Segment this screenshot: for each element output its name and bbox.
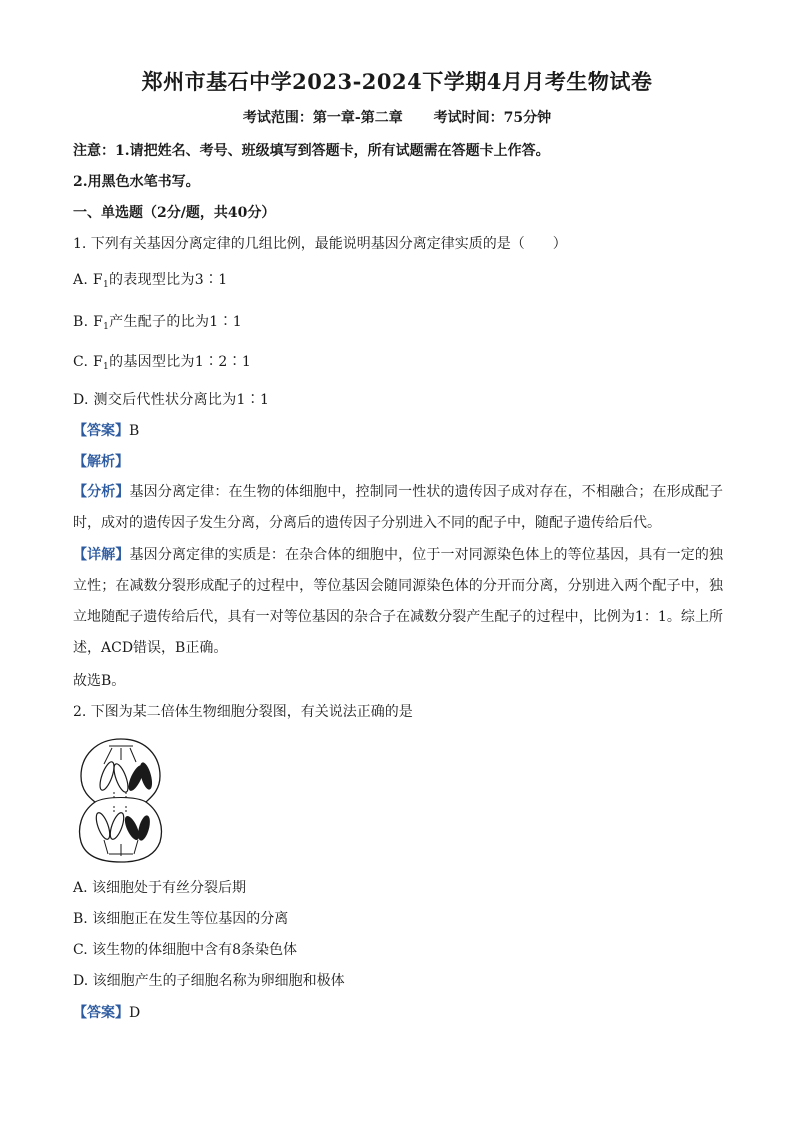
notice-1: 注意：1.请把姓名、考号、班级填写到答题卡，所有试题需在答题卡上作答。: [73, 143, 550, 159]
fenxi-tag: 【分析】: [73, 484, 130, 500]
q1-option-c-sub: 1: [103, 362, 110, 372]
q1-option-d: D. 测交后代性状分离比为1∶1: [73, 392, 270, 408]
q1-conclusion: 故选B。: [73, 673, 126, 689]
q1-option-a: [73, 270, 723, 295]
section-heading: 一、单选题（2分/题，共40分）: [73, 205, 276, 221]
q1-option-a-sub: 1: [102, 280, 109, 290]
answer-value: D: [129, 1005, 141, 1021]
chromosome-white-bottom-2: [108, 811, 127, 841]
q2-option-c: C. 该生物的体细胞中含有8条染色体: [73, 942, 298, 958]
q2-stem: 2. 下图为某二倍体生物细胞分裂图，有关说法正确的是: [73, 704, 413, 720]
exam-info: [0, 107, 794, 127]
exam-time: 考试时间：75分钟: [433, 110, 552, 126]
chromosome-white-bottom: [94, 811, 113, 841]
notice-2: 2.用黑色水笔书写。: [73, 174, 200, 190]
q1-option-c-prefix: C. F: [73, 354, 104, 370]
q2-option-d: D. 该细胞产生的子细胞名称为卵细胞和极体: [73, 973, 345, 989]
page-title: 郑州市基石中学2023-2024下学期4月月考生物试卷: [141, 69, 653, 94]
chromosome-white-top-2: [111, 762, 131, 794]
chromosome-white-top: [97, 760, 117, 792]
exam-scope: 考试范围：第一章-第二章: [242, 110, 403, 126]
q1-option-c: [73, 352, 723, 377]
q1-option-c-text: 的基因型比为1∶2∶1: [109, 354, 252, 370]
q1-option-b-sub: 1: [103, 322, 110, 332]
q1-analysis-heading: [73, 452, 723, 472]
xiangjie-text: 基因分离定律的实质是：在杂合体的细胞中，位于一对同源染色体上的等位基因，具有一定的独立性；在减数分裂形成配子的过程中，等位基因会随同源染色体的分开而分离，分别进入两个配子中，独立地随配子遗传给后代，具有一对等位基因的杂合子在减数分裂产生配子的过程中，比例为1：1。综上所述，ACD错误，B正确。: [73, 547, 724, 656]
q1-stem: 1. 下列有关基因分离定律的几组比例，最能说明基因分离定律实质的是（ ）: [73, 236, 567, 252]
q1-option-a-text: 的表现型比为3∶1: [108, 272, 228, 288]
analysis-tag: 【解析】: [73, 454, 129, 470]
q1-option-a-prefix: A. F: [73, 272, 103, 288]
q1-answer: [73, 421, 723, 441]
q1-fenxi: [73, 477, 723, 539]
xiangjie-tag: 【详解】: [73, 547, 130, 563]
fenxi-text: 基因分离定律：在生物的体细胞中，控制同一性状的遗传因子成对存在，不相融合；在形成配子时，成对的遗传因子发生分离，分离后的遗传因子分别进入不同的配子中，随配子遗传给后代。: [73, 484, 724, 531]
q1-option-b-text: 产生配子的比为1∶1: [109, 314, 242, 330]
q1-option-b-prefix: B. F: [73, 314, 104, 330]
q1-option-b: [73, 312, 723, 337]
answer-tag: 【答案】: [73, 1005, 129, 1021]
q1-xiangjie: [73, 540, 723, 664]
answer-value: B: [129, 423, 140, 439]
q2-answer: [73, 1003, 723, 1023]
answer-tag: 【答案】: [73, 423, 129, 439]
cell-division-figure: [76, 736, 166, 864]
q2-option-a: A. 该细胞处于有丝分裂后期: [73, 880, 247, 896]
q2-option-b: B. 该细胞正在发生等位基因的分离: [73, 911, 289, 927]
